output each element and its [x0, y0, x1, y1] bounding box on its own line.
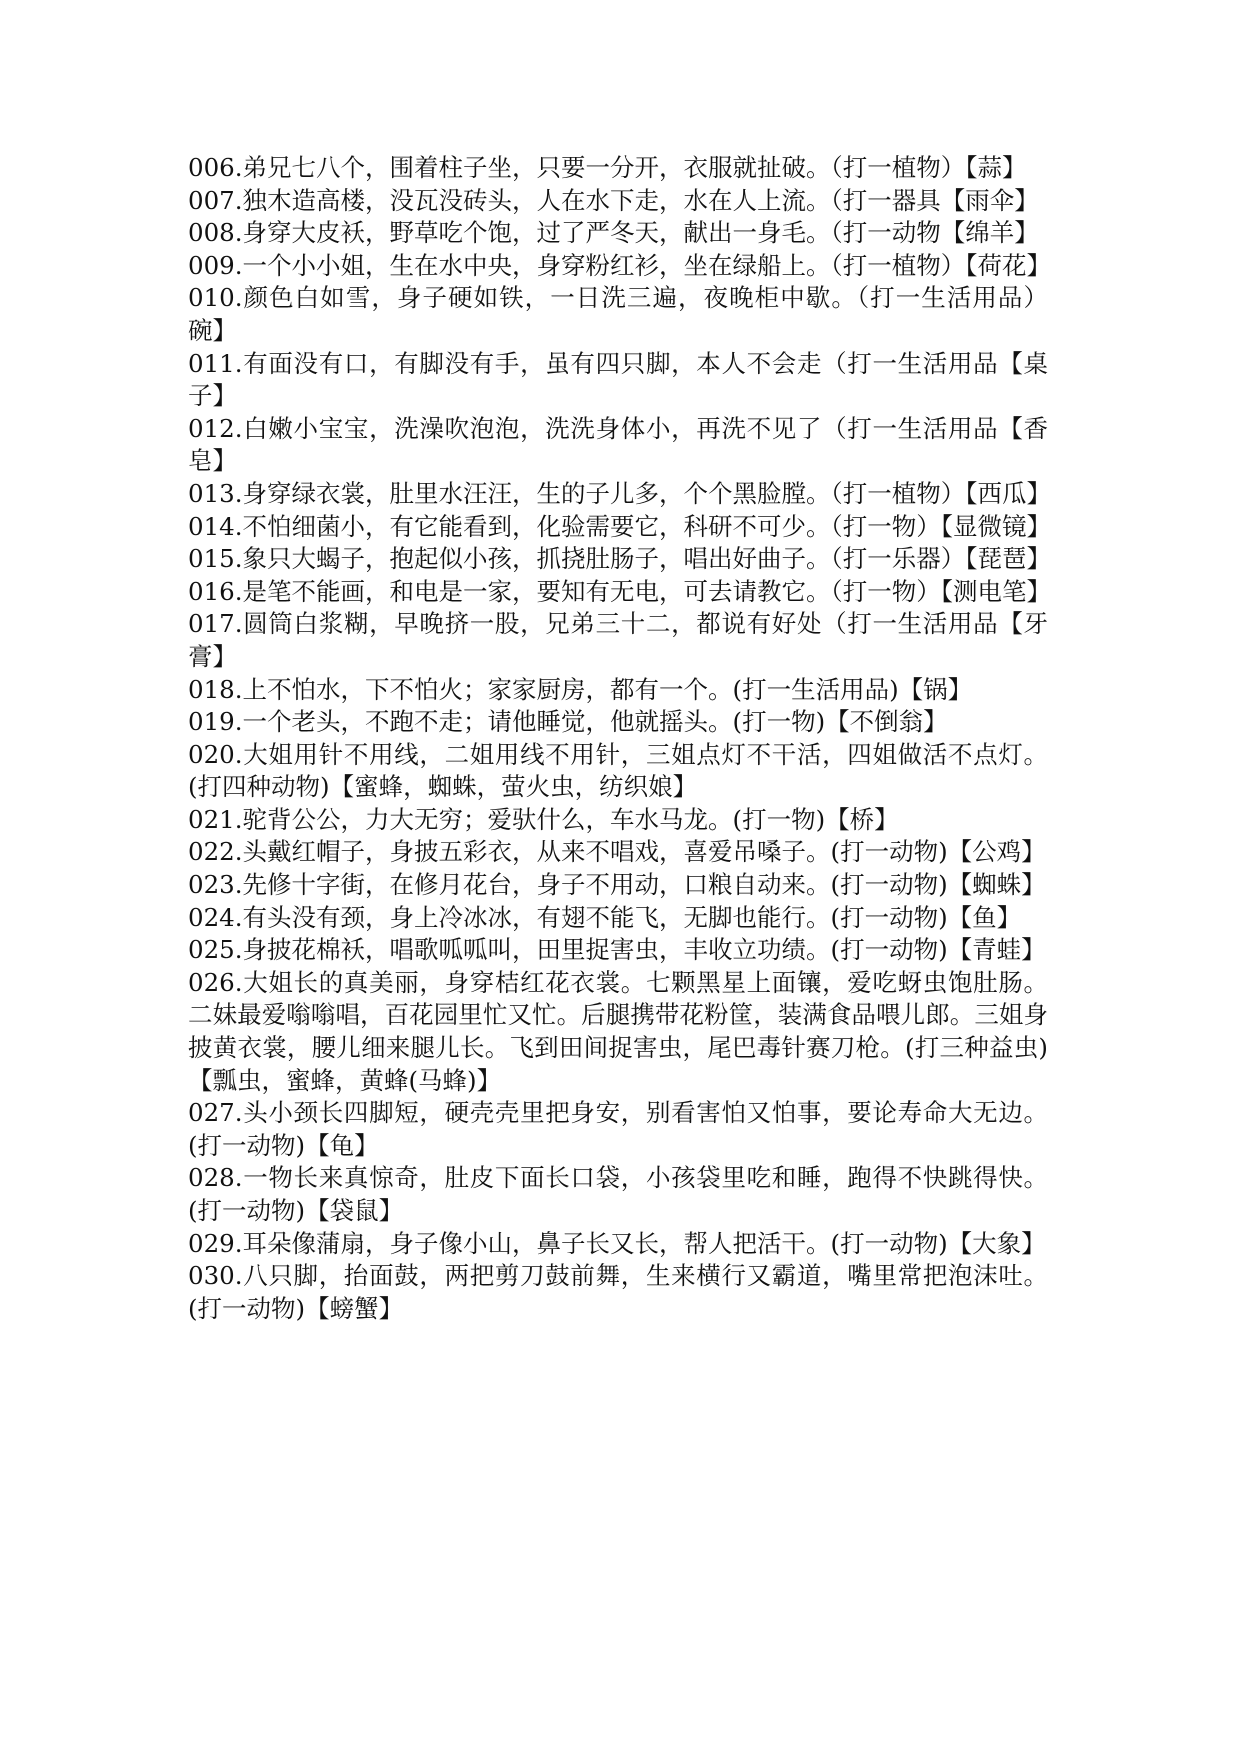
riddle-011: 011.有面没有口，有脚没有手，虽有四只脚，本人不会走（打一生活用品【桌子】 — [188, 348, 1048, 411]
riddle-008: 008.身穿大皮袄，野草吃个饱，过了严冬天，献出一身毛。（打一动物【绵羊】 — [188, 218, 1039, 248]
riddle-020: 020.大姐用针不用线，二姐用线不用针，三姐点灯不干活，四姐做活不点灯。(打四种动物)【蜜蜂，蜘蛛，萤火虫，纺织娘】 — [188, 739, 1048, 802]
riddle-019: 019.一个老头，不跑不走；请他睡觉，他就摇头。(打一物)【不倒翁】 — [188, 707, 948, 737]
riddle-029: 029.耳朵像蒲扇，身子像小山，鼻子长又长，帮人把活干。(打一动物)【大象】 — [188, 1228, 1046, 1258]
riddle-021: 021.驼背公公，力大无穷；爱驮什么，车水马龙。(打一物)【桥】 — [188, 804, 899, 834]
riddle-015: 015.象只大蝎子，抱起似小孩，抓挠肚肠子，唱出好曲子。（打一乐器）【琵琶】 — [188, 544, 1052, 574]
riddle-014: 014.不怕细菌小，有它能看到，化验需要它，科研不可少。（打一物）【显微镜】 — [188, 511, 1052, 541]
riddle-018: 018.上不怕水，下不怕火；家家厨房，都有一个。(打一生活用品)【锅】 — [188, 674, 973, 704]
riddle-016: 016.是笔不能画，和电是一家，要知有无电，可去请教它。（打一物）【测电笔】 — [188, 576, 1052, 606]
riddle-012: 012.白嫩小宝宝，洗澡吹泡泡，洗洗身体小，再洗不见了（打一生活用品【香皂】 — [188, 413, 1048, 476]
riddle-007: 007.独木造高楼，没瓦没砖头，人在水下走，水在人上流。（打一器具【雨伞】 — [188, 185, 1039, 215]
riddle-024: 024.有头没有颈，身上冷冰冰，有翅不能飞，无脚也能行。(打一动物)【鱼】 — [188, 902, 1022, 932]
riddle-022: 022.头戴红帽子，身披五彩衣，从来不唱戏，喜爱吊嗓子。(打一动物)【公鸡】 — [188, 837, 1046, 867]
riddle-027: 027.头小颈长四脚短，硬壳壳里把身安，别看害怕又怕事，要论寿命大无边。(打一动物)【龟】 — [188, 1098, 1048, 1160]
riddle-013: 013.身穿绿衣裳，肚里水汪汪，生的子儿多，个个黑脸膛。（打一植物）【西瓜】 — [188, 478, 1052, 508]
riddle-023: 023.先修十字街，在修月花台，身子不用动，口粮自动来。(打一动物)【蜘蛛】 — [188, 870, 1046, 900]
riddle-006: 006.弟兄七八个，围着柱子坐，只要一分开，衣服就扯破。（打一植物）【蒜】 — [188, 153, 1027, 182]
riddle-030: 030.八只脚，抬面鼓，两把剪刀鼓前舞，生来横行又霸道，嘴里常把泡沫吐。(打一动物)【螃蟹】 — [188, 1261, 1048, 1323]
riddle-026: 026.大姐长的真美丽，身穿桔红花衣裳。七颗黑星上面镶，爱吃蚜虫饱肚肠。二妹最爱嗡嗡唱，百花园里忙又忙。后腿携带花粉筐，装满食品喂儿郎。三姐身披黄衣裳，腰儿细来腿儿长。飞到田间捉害虫，尾巴毒针赛刀枪。(打三种益虫)【瓢虫，蜜蜂，黄蜂(马蜂)】 — [188, 967, 1048, 1095]
riddle-028: 028.一物长来真惊奇，肚皮下面长口袋，小孩袋里吃和睡，跑得不快跳得快。(打一动物)【袋鼠】 — [188, 1163, 1048, 1225]
riddle-025: 025.身披花棉袄，唱歌呱呱叫，田里捉害虫，丰收立功绩。(打一动物)【青蛙】 — [188, 935, 1046, 965]
riddle-017: 017.圆筒白浆糊，早晚挤一股，兄弟三十二，都说有好处（打一生活用品【牙膏】 — [188, 609, 1048, 671]
riddle-010: 010.颜色白如雪，身子硬如铁，一日洗三遍，夜晚柜中歇。（打一生活用品）碗】 — [188, 283, 1048, 345]
riddle-009: 009.一个小小姐，生在水中央，身穿粉红衫，坐在绿船上。（打一植物）【荷花】 — [188, 250, 1052, 280]
riddle-list — [188, 152, 1052, 1325]
